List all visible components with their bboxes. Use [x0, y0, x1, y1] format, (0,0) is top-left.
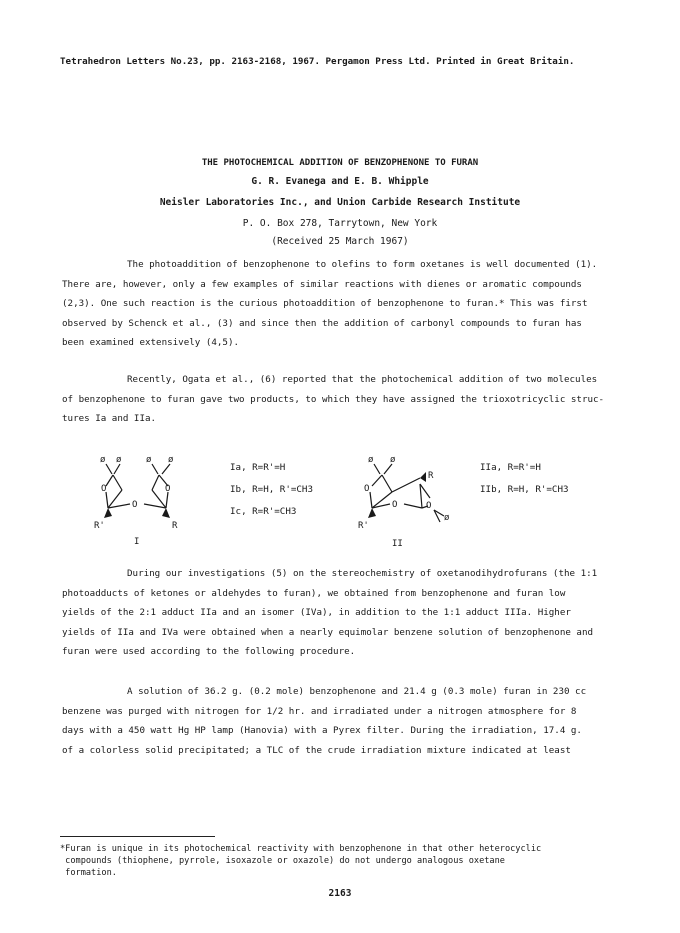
- footnote-divider: [60, 836, 215, 837]
- footnote: [60, 843, 630, 879]
- footnote-line: *Furan is unique in its photochemical reactivity with benzophenone in that other heterocyclic: [60, 844, 542, 854]
- oxygen-atom: O: [426, 501, 432, 511]
- text-line: (2,3). One such reaction is the curious photoaddition of benzophenone to furan.* This was first: [62, 298, 588, 310]
- text-line: benzene was purged with nitrogen for 1/2 hr. and irradiated under a nitrogen atmosphere for 8: [62, 705, 577, 717]
- structure-ii-variant-a: IIa, R=R'=H: [480, 462, 541, 473]
- text-line: During our investigations (5) on the stereochemistry of oxetanodihydrofurans (the 1:1: [127, 568, 598, 579]
- r-substituent: R: [428, 471, 434, 481]
- paragraph-1: [62, 255, 617, 353]
- article-title: THE PHOTOCHEMICAL ADDITION OF BENZOPHENONE TO FURAN: [201, 158, 479, 168]
- structure-ii-variant-b: IIb, R=H, R'=CH3: [480, 484, 569, 495]
- structure-ii-drawing: [348, 448, 468, 548]
- structure-i-variant-b: Ib, R=H, R'=CH3: [230, 484, 313, 495]
- text-line: yields of IIa and IVa were obtained when a nearly equimolar benzene solution of benzophenone and: [62, 626, 594, 638]
- oxygen-atom: O: [132, 500, 138, 510]
- authors: G. R. Evanega and E. B. Whipple: [251, 176, 429, 187]
- structure-label-i: I: [134, 537, 140, 547]
- text-line: There are, however, only a few examples of similar reactions with dienes or aromatic compounds: [62, 278, 582, 290]
- r-substituent: R: [172, 521, 178, 531]
- phenyl-label: ø: [390, 455, 396, 465]
- r-prime-substituent: R': [358, 521, 369, 531]
- text-line: of benzophenone to furan gave two products, to which they have assigned the trioxotricyclic struc-: [62, 393, 605, 405]
- text-line: photoadducts of ketones or aldehydes to furan), we obtained from benzophenone and furan low: [62, 587, 566, 599]
- page-number: 2163: [328, 888, 352, 899]
- footnote-line: compounds (thiophene, pyrrole, isoxazole or oxazole) do not undergo analogous oxetane: [60, 856, 505, 866]
- oxygen-atom: O: [101, 484, 107, 494]
- text-line: days with a 450 watt Hg HP lamp (Hanovia) with a Pyrex filter. During the irradiation, 17.4 g.: [62, 725, 582, 737]
- phenyl-label: ø: [444, 513, 450, 523]
- text-line: been examined extensively (4,5).: [62, 337, 240, 349]
- paragraph-2: [62, 370, 617, 429]
- text-line: furan were used according to the following procedure.: [62, 646, 356, 658]
- structure-i-variant-a: Ia, R=R'=H: [230, 462, 286, 473]
- text-line: yields of the 2:1 adduct IIa and an isomer (IVa), in addition to the 1:1 adduct IIIa. Higher: [62, 607, 571, 619]
- journal-header: Tetrahedron Letters No.23, pp. 2163-2168, 1967. Pergamon Press Ltd. Printed in Great Britain.: [60, 56, 575, 67]
- phenyl-label: ø: [116, 455, 122, 465]
- received-date: (Received 25 March 1967): [271, 236, 409, 247]
- affiliation: Neisler Laboratories Inc., and Union Carbide Research Institute: [159, 197, 521, 208]
- text-line: The photoaddition of benzophenone to olefins to form oxetanes is well documented (1).: [127, 259, 598, 270]
- phenyl-label: ø: [100, 455, 106, 465]
- footnote-line: formation.: [60, 868, 117, 878]
- text-line: Recently, Ogata et al., (6) reported that the photochemical addition of two molecules: [127, 374, 598, 385]
- oxygen-atom: O: [165, 484, 171, 494]
- structure-i-variant-c: Ic, R=R'=CH3: [230, 506, 297, 517]
- structure-label-ii: II: [392, 539, 403, 548]
- r-prime-substituent: R': [94, 521, 105, 531]
- text-line: A solution of 36.2 g. (0.2 mole) benzophenone and 21.4 g (0.3 mole) furan in 230 cc: [127, 686, 587, 697]
- paragraph-4: [62, 682, 617, 760]
- phenyl-label: ø: [146, 455, 152, 465]
- oxygen-atom: O: [392, 500, 398, 510]
- paragraph-3: [62, 564, 617, 662]
- structure-i-drawing: [86, 448, 206, 548]
- oxygen-atom: O: [364, 484, 370, 494]
- text-line: of a colorless solid precipitated; a TLC of the crude irradiation mixture indicated at least: [62, 744, 571, 756]
- phenyl-label: ø: [368, 455, 374, 465]
- address: P. O. Box 278, Tarrytown, New York: [242, 218, 438, 229]
- phenyl-label: ø: [168, 455, 174, 465]
- text-line: tures Ia and IIa.: [62, 413, 157, 425]
- text-line: observed by Schenck et al., (3) and since then the addition of carbonyl compounds to furan has: [62, 317, 582, 329]
